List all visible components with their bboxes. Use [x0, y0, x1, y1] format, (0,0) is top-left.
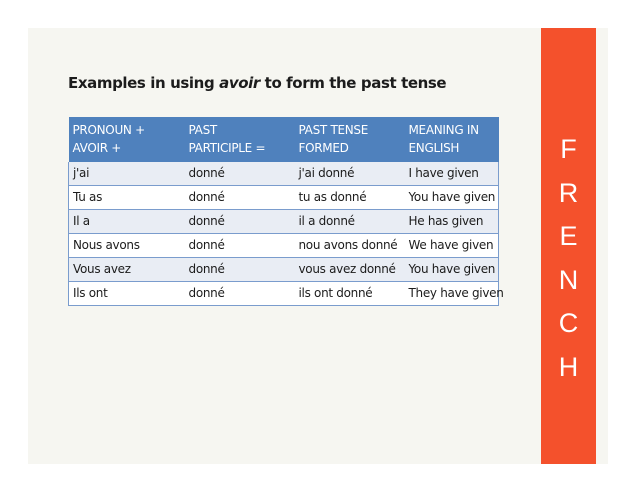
cell-pronoun: Il a — [69, 210, 185, 234]
cell-participle: donné — [185, 234, 295, 258]
cell-meaning: You have given — [405, 186, 499, 210]
cell-participle: donné — [185, 258, 295, 282]
side-letter: H — [558, 351, 579, 382]
cell-pronoun: j'ai — [69, 162, 185, 186]
table-row — [69, 162, 499, 186]
french-side-panel — [541, 28, 596, 464]
cell-meaning: You have given — [405, 258, 499, 282]
table-row — [69, 282, 499, 306]
header-participle-line2: PARTICIPLE = — [188, 141, 266, 155]
table-row — [69, 258, 499, 282]
side-letter: R — [558, 177, 579, 208]
cell-pronoun: Tu as — [69, 186, 185, 210]
conjugation-table — [68, 117, 504, 306]
cell-pronoun: Ils ont — [69, 282, 185, 306]
header-past-tense-line1: PAST TENSE — [298, 123, 369, 137]
table-row — [69, 210, 499, 234]
title-text-end: to form the past tense — [259, 74, 447, 92]
header-past-tense-line2: FORMED — [298, 141, 349, 155]
side-letter: E — [559, 221, 578, 251]
table-row — [69, 186, 499, 210]
table-row — [69, 234, 499, 258]
table-header-row — [69, 117, 499, 162]
header-participle-line1: PAST — [188, 123, 217, 137]
cell-participle: donné — [185, 210, 295, 234]
cell-past-tense: il a donné — [295, 210, 405, 234]
cell-meaning: They have given — [405, 282, 499, 306]
title-emphasis: avoir — [219, 74, 260, 92]
cell-past-tense: nou avons donné — [295, 234, 405, 258]
cell-meaning: I have given — [405, 162, 499, 186]
cell-pronoun: Nous avons — [69, 234, 185, 258]
cell-meaning: He has given — [405, 210, 499, 234]
side-letter: N — [558, 264, 579, 295]
header-participle — [185, 117, 295, 162]
header-past-tense — [295, 117, 405, 162]
header-meaning-line2: ENGLISH — [408, 141, 460, 155]
cell-participle: donné — [185, 186, 295, 210]
side-letter: F — [560, 134, 577, 164]
cell-past-tense: vous avez donné — [295, 258, 405, 282]
header-pronoun — [69, 117, 185, 162]
header-meaning-line1: MEANING IN — [408, 123, 479, 137]
header-meaning — [405, 117, 499, 162]
cell-past-tense: j'ai donné — [295, 162, 405, 186]
cell-past-tense: ils ont donné — [295, 282, 405, 306]
header-pronoun-line2: AVOIR + — [72, 141, 122, 155]
side-letter: C — [558, 308, 579, 338]
title-text-start: Examples in using — [68, 74, 220, 92]
cell-participle: donné — [185, 282, 295, 306]
cell-pronoun: Vous avez — [69, 258, 185, 282]
cell-past-tense: tu as donné — [295, 186, 405, 210]
header-pronoun-line1: PRONOUN + — [72, 123, 145, 137]
cell-participle: donné — [185, 162, 295, 186]
slide-title — [68, 74, 446, 92]
cell-meaning: We have given — [405, 234, 499, 258]
